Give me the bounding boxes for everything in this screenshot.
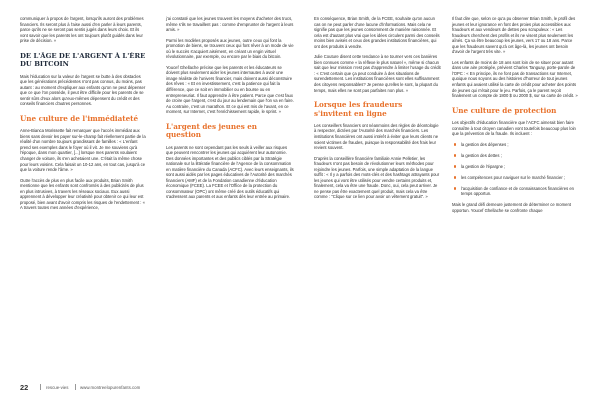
paragraph: Les enfants de moins de 18 ans sont loin de se situer pour autant dans une aire protégée, prévient Charles Tanguay, porte-parole de l'OPC : « En principe, ils ne font pas de transactions sur Internet, quoique nous soyons au des histoires d'horreur de tout jeunes enfants qui avaient utilisé la carte de crédit pour acheter des points de jeunes qui n'était pour le jeu. Parfois, ça le parent reçoit finalement un compte de 1800 $ ou 2000 $, sur sa carte de crédit. » xyxy=(452,59,578,99)
paragraph: j'ai constaté que les jeunes trouvent les moyens d'acheter des trucs, même s'ils ne travaillent pas : comme d'emprunter de l'argent à leurs amis. » xyxy=(166,16,294,33)
paragraph: Il faut dire que, selon ce qu'a pu observer Brian Smith, le profil des jeunes et leur ignorance en font des proies plus accessibles aux fraudeurs et aux vendeurs de dettes peu scrupuleux : « Les fraudeurs cherchent des profils et ils ne visent plus seulement les aînés. Ça va être beaucoup les jeunes, vers 17 ou 18 ans. Parce que les fraudeurs savent qu'à cet âge-là, les jeunes ont besoin d'avoir de l'argent très vite. » xyxy=(452,16,576,55)
footer-divider xyxy=(40,384,41,390)
list-item: les compétences pour naviguer sur le marché financier ; xyxy=(461,175,580,181)
paragraph: Les objectifs d'éducation financière que l'ACFC aimerait bien faire connaître à tout citoyen canadien vont toutefois beaucoup plus loin que la prévention de la fraude. Ils incluent : xyxy=(452,120,576,137)
paragraph: Parmi les modèles proposés aux jeunes, outre ceux qui font la promotion de biens, se trouvent ceux qui font rêver à un mode de vie où le succès s'acquiert aisément, en créant un engin virtuel révolutionnaire, par exemple, ou encore par le biais du bitcoin. xyxy=(166,37,294,60)
paragraph: Youcef Ghellache précise que les parents et les éducateurs se doivent plus seulement aider les jeunes internautes à avoir une image réaliste de l'univers financier, mais doivent aussi déconstruire des rêves : « Et en investissement, c'est la patience qui fait la différence, que ce soit en immobilier ou en bourse ou en entrepreneuriat. Il faut apprendre à être patient. Parce que c'est faux de croire que l'argent, c'est du jour au lendemain que l'on va en faire. Au contraire, c'est un marathon. Et ce qui est mis de l'avant, en ce moment, sur Internet, c'est l'enrichissement rapide, le sprint. » xyxy=(166,64,294,115)
section-heading-protection: Une culture de protection xyxy=(452,105,557,115)
website-link[interactable]: www.montreelopurenfants.com xyxy=(80,384,141,390)
column-2 xyxy=(166,16,294,205)
page-number: 22 xyxy=(20,383,29,392)
column-1 xyxy=(20,16,148,216)
list-item: la gestion des dépenses ; xyxy=(461,142,580,148)
intro-paragraph: communiquer à propos de l'argent, lorsqu'ils auront des problèmes financiers. Ils seront plus à l'aise aussi d'en parler à leurs parents, parce qu'ils ne se seront pas sentis jugés dans leurs choix. Et ils vont savoir que les parents les ont toujours plutôt guidés dans leur prise de décision. » xyxy=(20,16,144,44)
footer-divider xyxy=(75,384,76,390)
paragraph: Outre l'accès de plus en plus facile aux produits, Brian Smith mentionne que les enfants sont confrontés à des publicités de plus en plus intrusives, à travers les réseaux sociaux. Eux aussi apprennent à développer leur créativité pour obtenir ce qui leur est proposé, bien avant d'avoir compris les risques de l'endettement : « A travers toutes mes années d'expérience, xyxy=(20,177,145,211)
paragraph: Les parents ne sont cependant pas les seuls à veiller aux risques que peuvent rencontrer les jeunes qui acquièrent leur autonomie. Des données importantes et des publics ciblés par la Stratégie nationale sur la littératie financière de l'Agence de la consommation en matière financière du Canada (ACFC). Avec leurs enseignants, ils sont aussi aidés par les pages éducatives de l'Autorité des marchés financiers (AMF) et de la Fondation canadienne d'éducation économique (FCEE). La FCEE et l'Office de la protection du consommateur (OPC) ont même créé des outils éducatifs qui s'adressent aux parents et aux enfants dès leur entrée au primaire. xyxy=(166,144,294,200)
magazine-name: rescue-vies xyxy=(46,384,69,390)
section-heading-immediacy: Une culture de l'immédiateté xyxy=(20,113,139,123)
paragraph: En conséquence, Brian Smith, de la FCEE, souhaite qu'on aucun cas on ne peut parler d'une lacune d'informations. Mais cela ne signifie pas que les jeunes consomment de manière raisonnée. Et cela est d'autant plus vrai que les idées circulent parmi des conseils moins bien avisés et ceux des grandes institutions financières, qui ont des produits à vendre. xyxy=(314,16,440,49)
column-4 xyxy=(452,16,580,219)
section-heading-fraudsters: Lorsque les fraudeurs s'invitent en ligne xyxy=(314,100,403,118)
paragraph: Mais l'éducation sur la valeur de l'argent se butte à des obstacles que les générations précédentes n'ont pas connus, du moins, pas autant : au moment d'expliquer aux enfants qu'on ne peut dépenser que ce que l'on possède, il peut être difficile pour les parents de se sentir sûrs d'eux alors qu'eux-mêmes dépensent du crédit et des conseils financiers d'autres personnes. xyxy=(20,73,146,107)
section-heading-bitcoin: DE L'ÂGE DE L'ARGENT À L'ÈRE DU BITCOIN xyxy=(20,51,146,69)
list-item: l'acquisition de confiance et de connaissances financières en temps opportun. xyxy=(461,186,580,197)
section-heading-youth-money: L'argent des jeunes en question xyxy=(166,121,258,140)
paragraph: Les conseillers financiers ont néanmoins des règles de déontologie à respecter, dictées par l'Autorité des marchés financiers. Les institutions financières ont aussi intérêt à éviter que leurs clients ne soient victimes de fraudes, puisque la responsabilité des frais leur revient souvent. xyxy=(314,122,439,151)
list-item: la gestion des dettes ; xyxy=(461,153,580,159)
paragraph: Julie Couture disent cette tendance à se tourner vers ces banières bien connues comme « la réflexe le plus naturel », même si chacun sait que leur mission n'est pas d'apprendre à limiter l'usage du crédit : « C'est certain que ça peut conduire à des situations de surendettement. Les institutions financières sont elles suffisamment des citoyens responsables? Je pense qu'elles le sont, la plupart du temps, mais elles ne sont pas parfaites non plus. » xyxy=(314,54,441,93)
page-footer xyxy=(0,383,600,395)
paragraph: D'après la conseillère financière familiale Annie Pelletier, les fraudeurs n'ont pas besoin de révolutionner leurs méthodes pour rejoindre les jeunes. Parfois, une simple adaptation de la langue suffit : « Il y a parfois des mots-clés et des hashtags attrayants pour les jeunes qui vont être utilisés pour vendre certains produits et, finalement, cela va être une fraude. Donc, oui, cela peut arriver. Je ne pense pas être exactement quel produit, mais cela va être comme : "Clique sur ce lien pour avoir un vêtement gratuit". » xyxy=(314,155,440,200)
column-3 xyxy=(314,16,442,205)
paragraph: Anne-Bianca Morissette fait remarquer que l'accès immédiat aux biens sans devoir les payer sur-le-champ fait réellement partie de la réalité d'un nombre toujours grandissant de familles : « L'enfant prend ses exemples dans le foyer où il vit. Je me souviens qu'à l'époque, dans mon quartier, [...] lorsque mes parents voulaient changer de voiture, ils s'en achetaient une. C'était la même chose pour leurs voisins. Cela faisait un 10-12 ans, en tout cas, jusqu'à ce que la voiture rende l'âme. » xyxy=(20,128,146,173)
objectives-list xyxy=(452,142,580,197)
paragraph: Mais le grand défi demeure justement de déterminer ce moment opportun. Youcef Ghellache se confronte chaque xyxy=(452,202,571,214)
list-item: la gestion de l'épargne ; xyxy=(461,164,580,170)
